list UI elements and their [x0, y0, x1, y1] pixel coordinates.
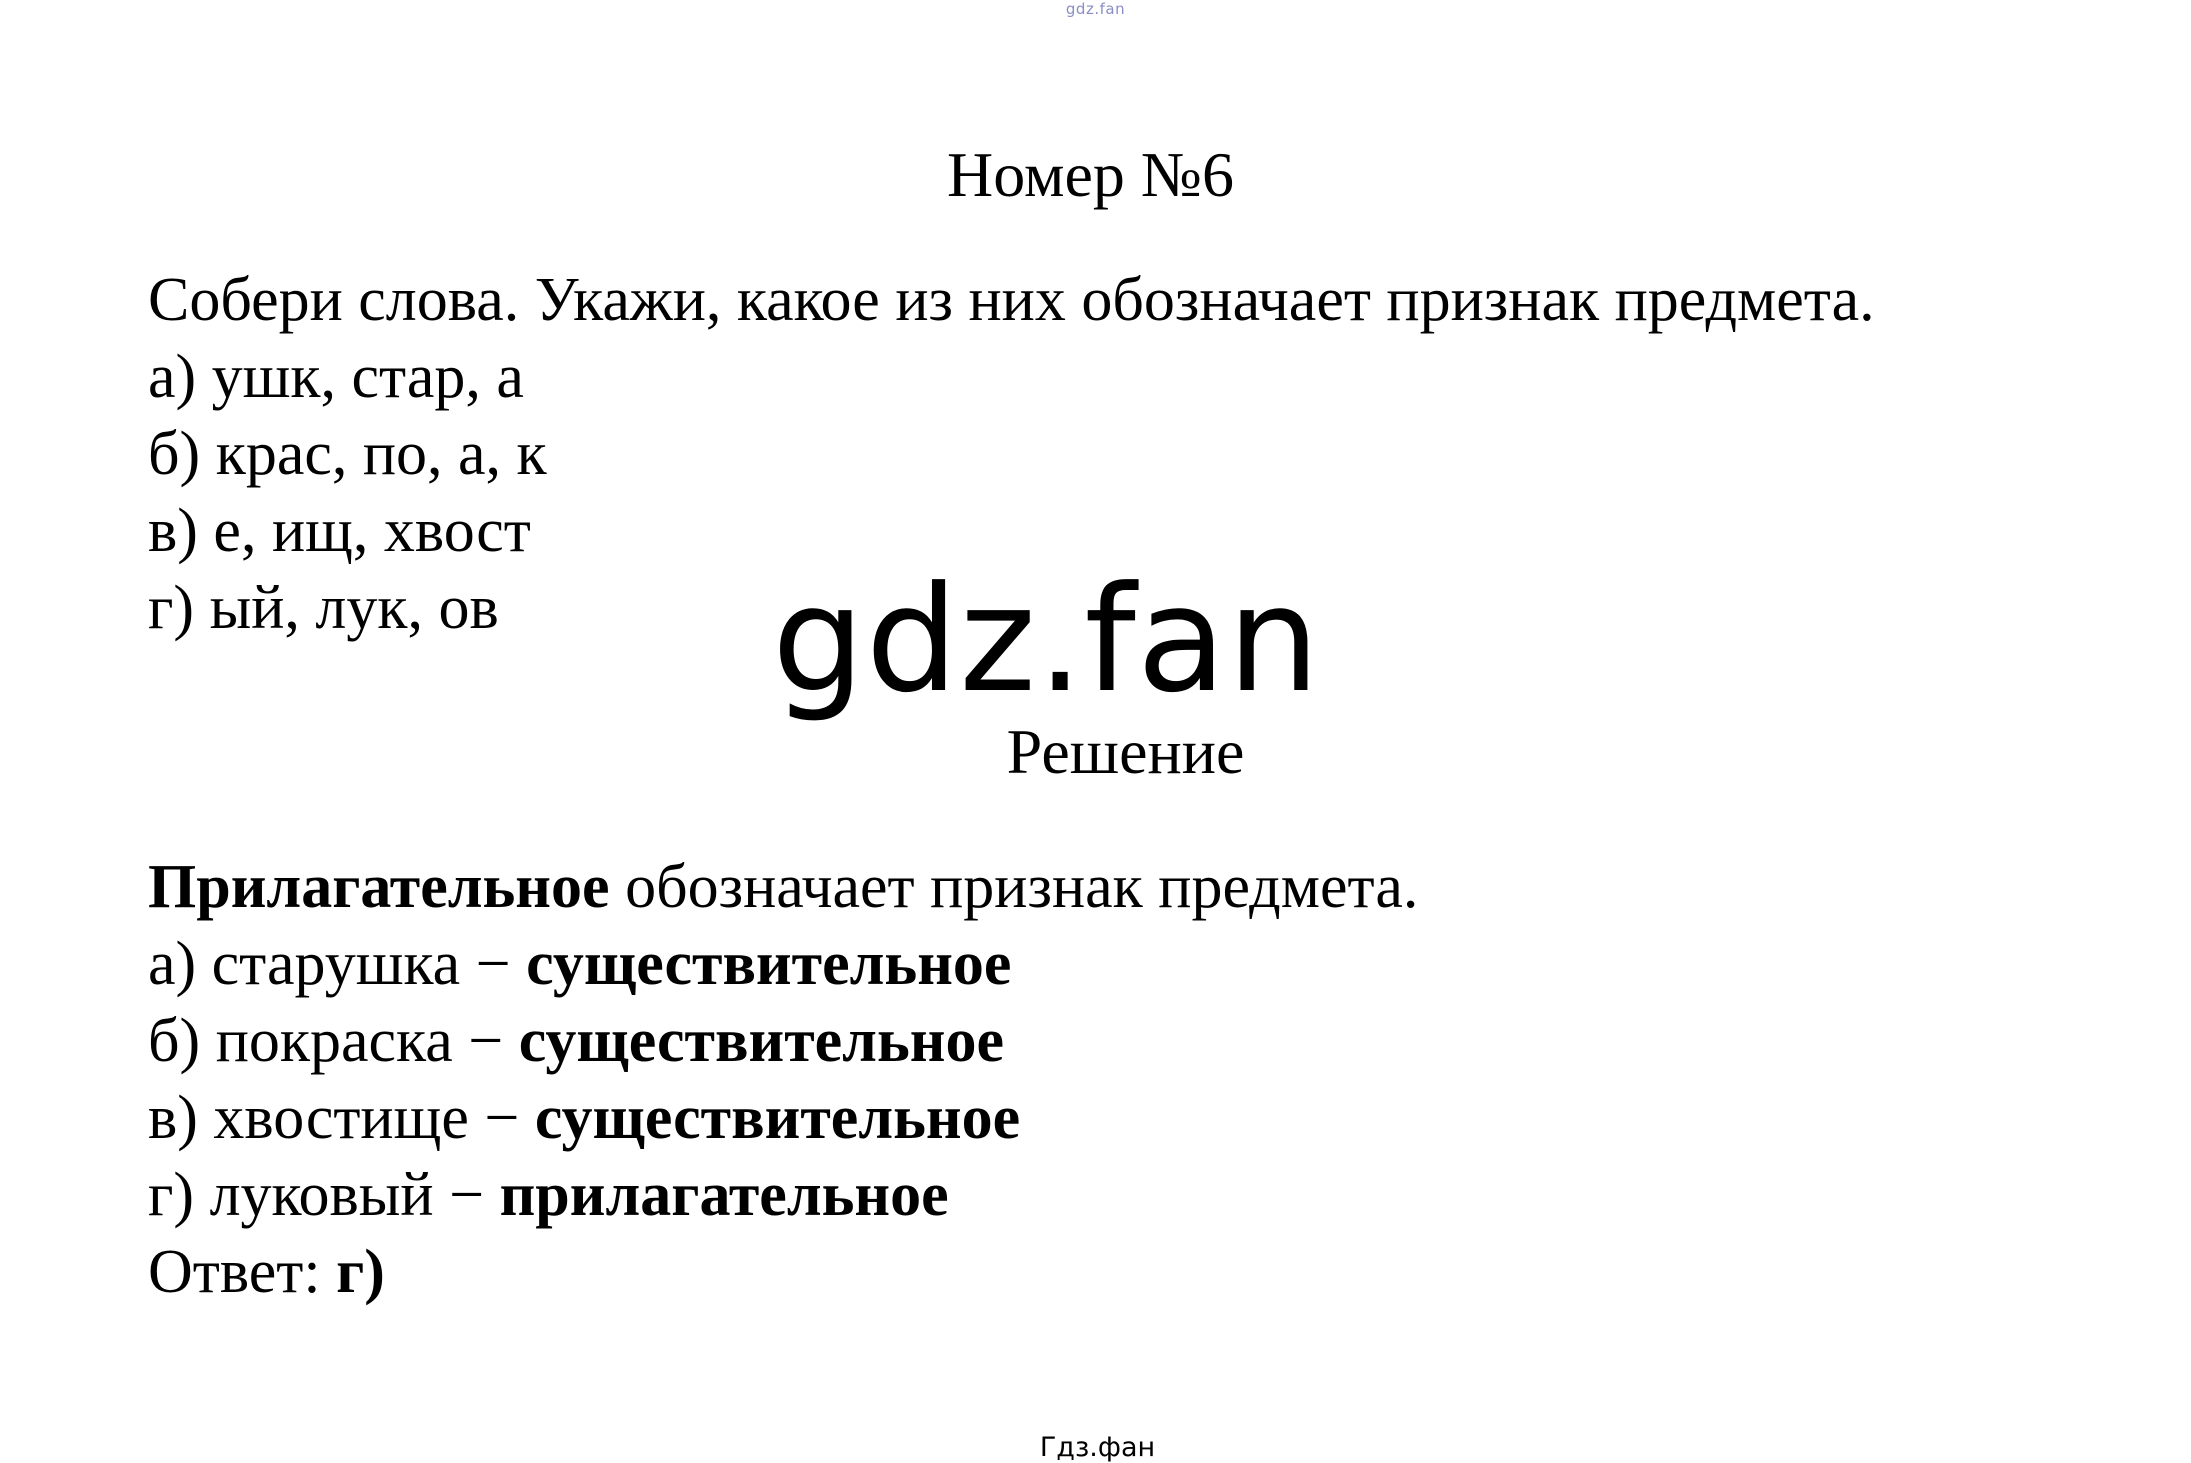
solution-item-part: существительное	[518, 1007, 1004, 1075]
solution-item-b	[148, 1003, 1418, 1080]
solution-item-word: б) покраска −	[148, 1007, 519, 1075]
task-item-a: а) ушк, стар, а	[148, 343, 524, 411]
solution-item-part: существительное	[526, 930, 1012, 998]
solution-item-word: а) старушка −	[148, 930, 527, 998]
solution-item-part: прилагательное	[499, 1161, 949, 1229]
answer-line	[148, 1234, 1418, 1311]
task-instruction: Собери слова. Укажи, какое из них обозначает признак предмета.	[148, 266, 1875, 334]
solution-item-word: в) хвостище −	[148, 1084, 535, 1152]
solution-intro-term: Прилагательное	[148, 853, 610, 921]
task-item-b: б) крас, по, а, к	[148, 420, 547, 488]
bottom-watermark: Гдз.фан	[1039, 1432, 1156, 1463]
solution-item-a	[148, 926, 1418, 1003]
task-item-g: г) ый, лук, ов	[148, 574, 499, 642]
solution-item-v	[148, 1080, 1418, 1157]
solution-block	[148, 849, 1418, 1311]
solution-item-g	[148, 1157, 1418, 1234]
center-watermark: gdz.fan	[772, 555, 1321, 725]
top-watermark: gdz.fan	[1065, 0, 1126, 18]
solution-item-part: существительное	[534, 1084, 1021, 1152]
solution-intro	[148, 849, 1418, 926]
solution-item-word: г) луковый −	[148, 1161, 500, 1229]
page-title: Номер №6	[947, 139, 1234, 210]
answer-label: Ответ:	[148, 1238, 337, 1306]
solution-heading: Решение	[1006, 716, 1245, 787]
solution-intro-text: обозначает признак предмета.	[609, 853, 1419, 921]
task-item-v: в) е, ищ, хвост	[148, 497, 531, 565]
answer-value: г)	[336, 1238, 385, 1306]
